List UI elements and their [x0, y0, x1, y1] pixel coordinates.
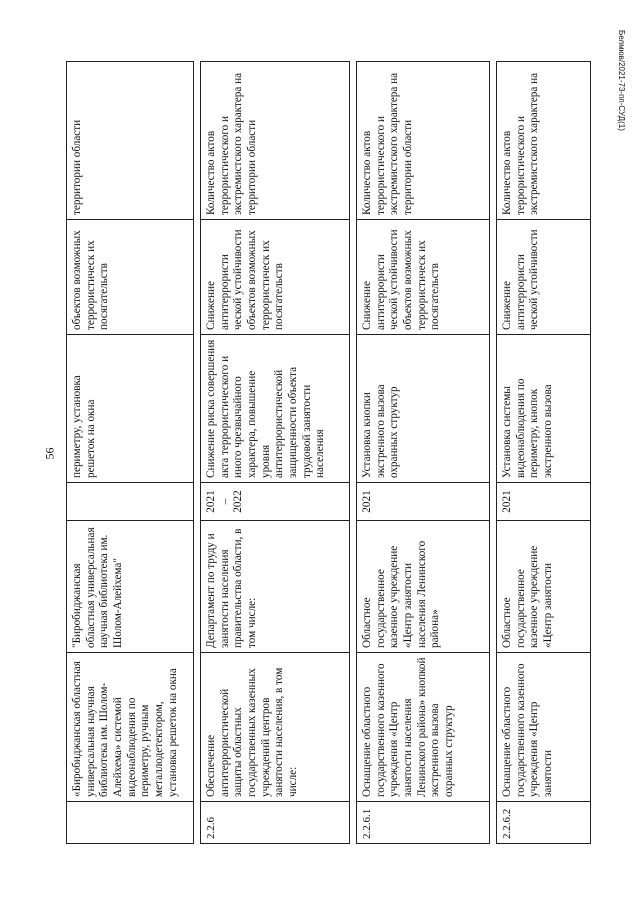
row-number: 2.2.6.1	[357, 802, 490, 844]
table-row	[357, 62, 490, 844]
table-row	[497, 62, 591, 844]
row-gap	[350, 62, 357, 844]
page-number: 56	[42, 447, 57, 460]
table-page	[66, 62, 590, 844]
executor-cell: "Биробиджанская областная универсальная научная библиотека им. Шолом-Алейхема"	[67, 521, 194, 653]
row-gap	[490, 62, 497, 844]
rotated-table-wrapper	[66, 62, 590, 844]
result-cell: Снижение антитеррористи ческой устойчивости объектов возможных террористическ их посягательств	[201, 220, 350, 335]
event-cell: Оснащение областного государственного казенного учреждения «Центр занятости	[497, 653, 591, 802]
year-dash: –	[218, 498, 231, 505]
year-end: 2022	[232, 490, 245, 513]
row-gap	[194, 62, 201, 844]
indicator-cell: Количество актов террористического и экстремистского характера на территории области	[357, 62, 490, 220]
executor-cell: Областное государственное казенное учреждение «Центр занятости населения Ленинского района»	[357, 521, 490, 653]
year-cell: 2021	[357, 483, 490, 521]
document-code	[612, 30, 628, 470]
result-cell: Снижение антитеррористи ческой устойчивости	[497, 220, 591, 335]
year-cell: 2021	[497, 483, 591, 521]
event-cell: Оснащение областного государственного казенного учреждения «Центр занятости населения Ленинского района» кнопкой экстренного вызова охранных структур	[357, 653, 490, 802]
year-start: 2021	[205, 490, 217, 513]
year-cell	[201, 483, 350, 521]
document-code-text: Белмюв/2021-73-пп-СУД(1)	[617, 30, 626, 131]
content-cell: периметру, установка решеток на окна	[67, 335, 194, 483]
event-cell: Обеспечение антитеррористической защиты областных государственных казенных учреждений центров занятости населения, в том числе:	[201, 653, 350, 802]
indicator-cell: территории области	[67, 62, 194, 220]
table-row	[201, 62, 350, 844]
result-cell: Снижение антитеррористи ческой устойчивости объектов возможных террористическ их посягательств	[357, 220, 490, 335]
row-number	[67, 802, 194, 844]
content-cell: Установка системы видеонаблюдения по периметру, кнопок экстренного вызова	[497, 335, 591, 483]
executor-cell: Департамент по труду и занятости населения правительства области, в том числе:	[201, 521, 350, 653]
year-cell	[67, 483, 194, 521]
event-cell: «Биробиджанская областная универсальная научная библиотека им. Шолом-Алейхема» системой видеонаблюдения по периметру, ручным металлодетектором, установка решеток на окна	[67, 653, 194, 802]
content-cell: Установка кнопки экстренного вызова охранных структур	[357, 335, 490, 483]
table-row	[67, 62, 194, 844]
executor-cell: Областное государственное казенное учреждение «Центр занятости	[497, 521, 591, 653]
row-number: 2.2.6.2	[497, 802, 591, 844]
content-cell: Снижение риска совершения акта террористического и иного чрезвычайного характера, повышение уровня антитеррористической защищенности объекта трудовой занятости населения	[201, 335, 350, 483]
measures-table	[66, 61, 591, 844]
row-number: 2.2.6	[201, 802, 350, 844]
indicator-cell: Количество актов террористического и экстремистского характера на территории области	[201, 62, 350, 220]
indicator-cell: Количество актов террористического и экстремистского характера на	[497, 62, 591, 220]
result-cell: объектов возможных террористическ их посягательств	[67, 220, 194, 335]
